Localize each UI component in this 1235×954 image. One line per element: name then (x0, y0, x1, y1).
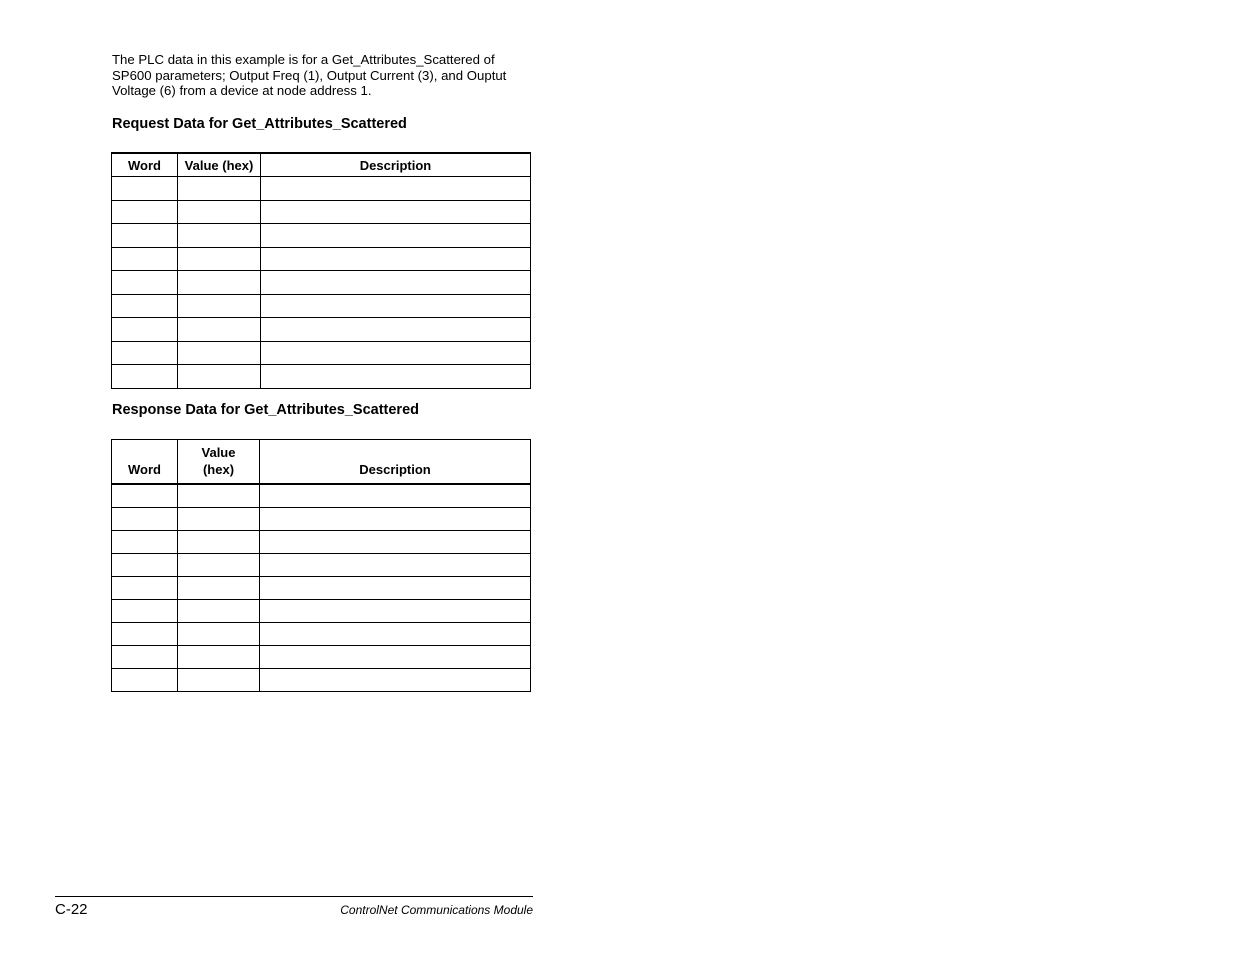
table-cell (178, 365, 261, 389)
table-cell (178, 623, 260, 646)
table-cell (112, 365, 178, 389)
table-cell (178, 224, 261, 248)
table-cell (178, 508, 260, 531)
table-cell (112, 318, 178, 342)
table-cell (178, 554, 260, 577)
table-cell (178, 669, 260, 692)
table-cell (112, 623, 178, 646)
table-row (112, 577, 531, 600)
table-cell (261, 247, 531, 271)
request-heading: Request Data for Get_Attributes_Scattered (112, 116, 407, 132)
table-cell (112, 271, 178, 295)
table-cell (112, 294, 178, 318)
table-cell (112, 600, 178, 623)
table-cell (261, 224, 531, 248)
table-cell (178, 531, 260, 554)
table-row (112, 365, 531, 389)
table-cell (260, 646, 531, 669)
table-cell (261, 271, 531, 295)
response-heading: Response Data for Get_Attributes_Scattered (112, 402, 419, 418)
table-cell (178, 200, 261, 224)
table-row (112, 484, 531, 508)
table-cell (112, 247, 178, 271)
table-cell (260, 531, 531, 554)
table-cell (112, 554, 178, 577)
table-header-row (112, 153, 531, 177)
table-row (112, 646, 531, 669)
table-cell (112, 177, 178, 201)
table-cell (178, 247, 261, 271)
request-table (111, 152, 531, 389)
table-cell (178, 577, 260, 600)
table-row (112, 271, 531, 295)
table-cell (178, 318, 261, 342)
table-cell (112, 646, 178, 669)
response-table (111, 439, 531, 692)
table-cell (178, 646, 260, 669)
table-cell (261, 365, 531, 389)
footer-rule (55, 896, 533, 897)
table-cell (112, 224, 178, 248)
table-row (112, 341, 531, 365)
table-cell (261, 200, 531, 224)
table-cell (260, 623, 531, 646)
column-header-description: Description (261, 153, 531, 177)
table-cell (178, 600, 260, 623)
table-cell (260, 484, 531, 508)
table-cell (112, 531, 178, 554)
table-cell (112, 508, 178, 531)
table-cell (260, 577, 531, 600)
table-row (112, 623, 531, 646)
column-header-value: Value (hex) (178, 440, 260, 485)
table-cell (178, 177, 261, 201)
table-cell (178, 294, 261, 318)
request-table-body (112, 177, 531, 389)
intro-paragraph: The PLC data in this example is for a Get_Attributes_Scattered of SP600 parameters; Output Freq (1), Output Current (3), and Ouptut Voltage (6) from a device at node address 1. (112, 52, 507, 98)
response-table-body (112, 484, 531, 692)
table-row (112, 294, 531, 318)
table-row (112, 224, 531, 248)
table-cell (260, 554, 531, 577)
table-cell (178, 484, 260, 508)
table-row (112, 554, 531, 577)
table-cell (112, 484, 178, 508)
table-header-row (112, 440, 531, 485)
footer-title: ControlNet Communications Module (340, 903, 533, 917)
table-row (112, 318, 531, 342)
table-cell (261, 318, 531, 342)
table-row (112, 669, 531, 692)
table-cell (112, 200, 178, 224)
table-cell (112, 669, 178, 692)
column-header-description: Description (260, 440, 531, 485)
table-row (112, 531, 531, 554)
table-cell (261, 177, 531, 201)
table-cell (112, 577, 178, 600)
table-cell (261, 341, 531, 365)
table-cell (261, 294, 531, 318)
table-row (112, 247, 531, 271)
table-row (112, 600, 531, 623)
table-row (112, 200, 531, 224)
table-cell (260, 600, 531, 623)
table-cell (178, 271, 261, 295)
column-header-value: Value (hex) (178, 153, 261, 177)
table-cell (112, 341, 178, 365)
table-row (112, 177, 531, 201)
table-cell (260, 508, 531, 531)
page-number: C-22 (55, 901, 88, 918)
table-row (112, 508, 531, 531)
table-cell (260, 669, 531, 692)
column-header-word: Word (112, 440, 178, 485)
column-header-word: Word (112, 153, 178, 177)
table-cell (178, 341, 261, 365)
